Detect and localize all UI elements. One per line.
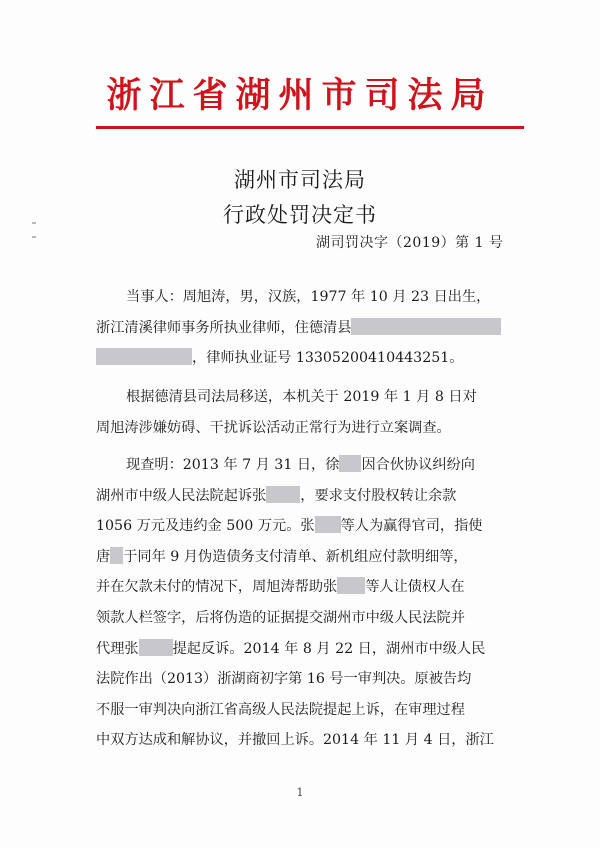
text-segment: 提起反诉。2014 年 8 月 22 日，湖州市中级人民 [172,640,486,657]
text-line [96,450,526,481]
text-segment: 湖州市中级人民法院起诉张 [96,487,267,504]
text-line [96,542,526,573]
redaction-block [110,547,123,564]
text-line [96,481,526,512]
text-line [96,634,526,665]
text-line: 领款人栏签字，后将伪造的证据提交湖州市中级人民法院并 [96,609,465,626]
text-segment: 代理张 [96,640,139,657]
scan-speck [32,236,36,238]
text-line: 根据德清县司法局移送，本机关于 2019 年 1 月 8 日对 [126,389,477,405]
redaction-block [266,486,300,503]
text-segment: ，律师执业证号 13305200410443251。 [192,350,464,367]
text-segment: 于同年 9 月伪造债务支付清单、新机组应付款明细等， [123,548,468,565]
paragraph-investigation [96,382,526,443]
redaction-block [139,639,173,656]
text-line [96,572,526,603]
paragraph-party [96,282,526,374]
text-segment: 因合伙协议纠纷向 [361,457,475,473]
text-segment: 1056 万元及违约金 500 万元。张 [96,518,315,535]
text-segment: ，要求支付股权转让余款 [300,487,457,504]
document-number: 湖司罚决字（2019）第 1 号 [316,235,504,251]
text-line: 法院作出（2013）浙湖商初字第 16 号一审判决。原被告均 [96,671,472,688]
text-segment: 浙江清溪律师事务所执业律师，住德清县 [96,319,352,336]
document-title-line2: 行政处罚决定书 [223,203,377,227]
text-line: 周旭涛涉嫌妨碍、干扰诉讼活动正常行为进行立案调查。 [96,419,451,436]
letterhead-title: 浙江省湖州市司法局 [106,75,494,116]
redaction-block [339,455,361,472]
text-line [96,343,526,374]
text-segment: 唐 [96,548,111,565]
redaction-block [351,318,501,335]
paragraph-findings [96,450,526,756]
redaction-block [315,516,341,533]
text-line: 中双方达成和解协议，并撤回上诉。2014 年 11 月 4 日，浙江 [96,732,494,749]
redaction-block [337,577,365,594]
text-segment: 现查明：2013 年 7 月 31 日，徐 [126,457,340,473]
redaction-block [96,348,192,365]
text-segment: 并在欠款未付的情况下，周旭涛帮助张 [96,579,338,596]
text-segment: 等人让债权人在 [365,579,465,596]
text-line: 不服一审判决向浙江省高级人民法院提起上诉，在审理过程 [96,701,465,718]
document-title-line1: 湖州市司法局 [234,168,366,192]
text-segment: 等人为赢得官司，指使 [340,518,483,535]
scan-speck [32,222,36,224]
text-line [96,313,526,344]
page-number: 1 [296,786,304,799]
letterhead-divider [96,126,524,129]
text-line [96,511,526,542]
text-line: 当事人：周旭涛，男，汉族，1977 年 10 月 23 日出生， [126,289,491,305]
